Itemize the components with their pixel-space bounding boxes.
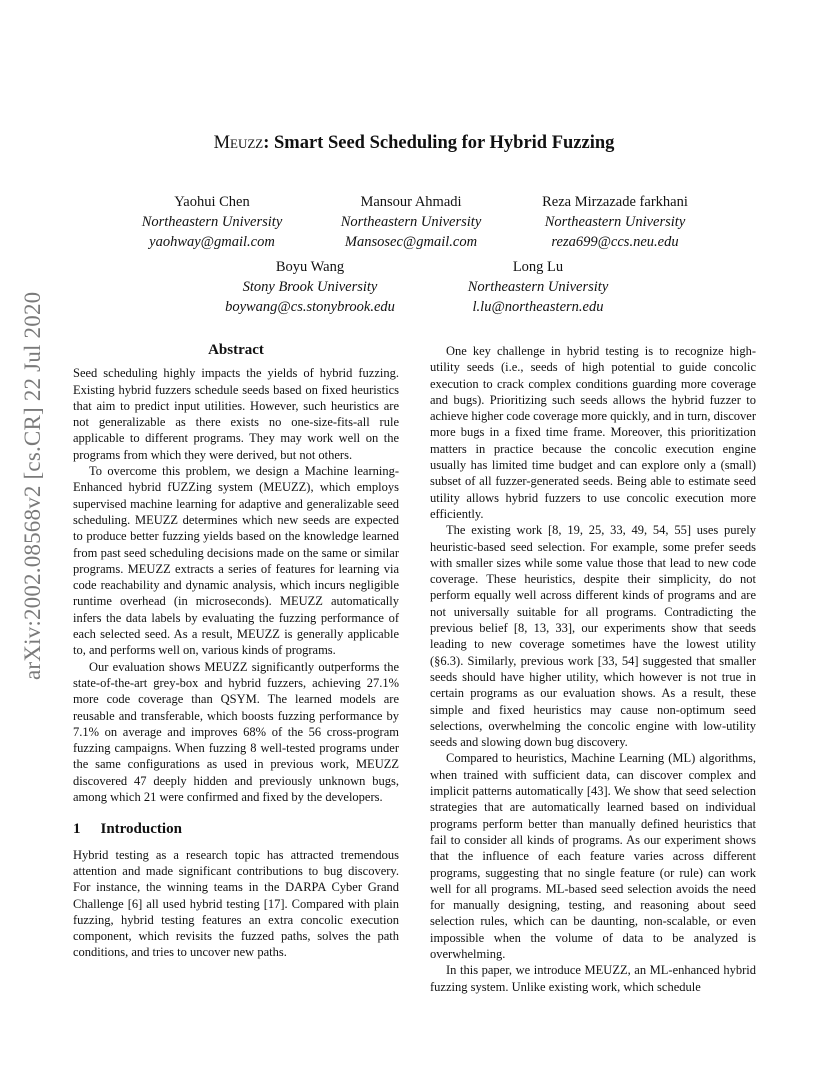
paper-title — [0, 133, 828, 154]
abstract-paragraph: Our evaluation shows MEUZZ significantly outperforms the state-of-the-art grey-box and hybrid fuzzers, achieving 27.1% more code coverage than QSYM. The learned models are reusable and transferable, which boosts fuzzing performance by 7.1% on average and improves 68% of the 56 cross-program fuzzing campaigns. When fuzzing 8 well-tested programs under the same configurations as used in previous work, MEUZZ discovered 47 deeply hidden and previously unknown bugs, among which 21 were confirmed and fixed by the developers. — [73, 659, 399, 805]
body-paragraph: One key challenge in hybrid testing is to recognize high-utility seeds (i.e., seeds of high potential to guide concolic execution to crack complex conditions guarding more coverage and bugs). Prioritizing such seeds allows the hybrid fuzzer to achieve higher code coverage more quickly, and in turn, discover more bugs in a fixed time frame. Moreover, this prioritization matters in practice because the concolic execution engine usually has limited time budget and can explore only a (small) subset of all fuzzer-generated seeds. Being able to estimate seed utility allows hybrid fuzzers to use concolic execution more efficiently. — [430, 344, 756, 521]
author-email: Mansosec@gmail.com — [344, 234, 478, 250]
arxiv-identifier: arXiv:2002.08568v2 [cs.CR] 22 Jul 2020 — [20, 291, 45, 680]
author-block — [200, 257, 420, 317]
right-column — [430, 343, 756, 995]
author-name: Yaohui Chen — [174, 194, 250, 210]
section-number: 1 — [73, 821, 81, 838]
abstract-heading: Abstract — [208, 342, 264, 358]
section-title: Introduction — [100, 821, 182, 838]
author-name: Reza Mirzazade farkhani — [542, 194, 688, 210]
abstract-paragraph: Seed scheduling highly impacts the yields of hybrid fuzzing. Existing hybrid fuzzers schedule seeds based on fixed heuristics that aim to predict input utilities. However, such heuristics are not generalizable as there exists no one-size-fits-all rule applicable to different programs. They may work well on the programs from which they were derived, but not others. — [73, 366, 399, 462]
title-text: : Smart Seed Scheduling for Hybrid Fuzzing — [263, 133, 615, 153]
intro-paragraph: Hybrid testing as a research topic has attracted tremendous attention and made significant contributions to bug discovery. For instance, the winning teams in the DARPA Cyber Grand Challenge [6] all used hybrid testing [17]. Compared with plain fuzzing, hybrid testing features an extra concolic execution component, which revisits the fuzzed paths, solves the path conditions, and tries to uncover new paths. — [73, 847, 399, 960]
author-affiliation: Northeastern University — [340, 214, 482, 230]
author-name: Boyu Wang — [275, 259, 345, 275]
author-email: l.lu@northeastern.edu — [472, 299, 604, 315]
body-paragraph: In this paper, we introduce MEUZZ, an ML-enhanced hybrid fuzzing system. Unlike existing work, which schedule — [430, 963, 756, 994]
author-block — [310, 192, 512, 252]
author-name: Long Lu — [512, 259, 564, 275]
author-affiliation: Northeastern University — [544, 214, 686, 230]
author-block — [510, 192, 720, 252]
title-system-name: Meuzz — [213, 133, 264, 153]
author-email: reza699@ccs.neu.edu — [551, 234, 679, 250]
body-paragraph: Compared to heuristics, Machine Learning (ML) algorithms, when trained with sufficient data, can discover complex and implicit patterns automatically [43]. We show that seed selection strategies that are automatically learned based on individual programs perform better than manually defined heuristics that fail to consider all kinds of programs. As our experiment shows that the influence of each feature varies across different programs, suggesting that no single feature (or rule) can work well for all programs. ML-based seed selection avoids the need for manually designing, testing, and reasoning about seed selection rules, which can be daunting, non-scalable, or even impossible when the volume of data to be analyzed is overwhelming. — [430, 751, 756, 961]
author-block — [112, 192, 312, 252]
author-affiliation: Northeastern University — [141, 214, 283, 230]
author-block — [438, 257, 638, 317]
abstract-paragraph: To overcome this problem, we design a Machine learning-Enhanced hybrid fUZZing system (MEUZZ), which employs supervised machine learning for adaptive and generalizable seed scheduling. MEUZZ determines which new seeds are expected to produce better fuzzing yields based on the knowledge learned from past seed scheduling decisions made on the same or similar programs. MEUZZ extracts a series of features for learning via code reachability and dynamic analysis, which incurs negligible runtime overhead (in microseconds). MEUZZ automatically infers the data labels by evaluating the fuzzing performance of each selected seed. As a result, MEUZZ is generally applicable to, and performs well on, various kinds of programs. — [73, 464, 399, 658]
left-column — [73, 342, 399, 961]
author-name: Mansour Ahmadi — [360, 194, 462, 210]
body-paragraph: The existing work [8, 19, 25, 33, 49, 54, 55] uses purely heuristic-based seed selection. For example, some prefer seeds with smaller sizes while some value those that lead to new code coverage. These heuristics, despite their simplicity, do not perform equally well across different kinds of programs and are not universally suitable for all programs. Contradicting the previous belief [8, 13, 33], our experiments show that seeds leading to new coverage sometimes have the lowest utility (§6.3). Similarly, previous work [33, 54] suggested that smaller seeds should have higher utility, which however is not true in certain programs as our evaluation shows. As a result, these simple and fixed heuristics may cause non-optimum seed selections, overwhelming the concolic engine with low-utility seeds and slowing down bug discovery. — [430, 523, 756, 750]
author-email: yaohway@gmail.com — [149, 234, 275, 250]
author-affiliation: Northeastern University — [467, 279, 609, 295]
section-heading — [73, 821, 399, 837]
author-affiliation: Stony Brook University — [242, 279, 378, 295]
author-email: boywang@cs.stonybrook.edu — [225, 299, 395, 315]
